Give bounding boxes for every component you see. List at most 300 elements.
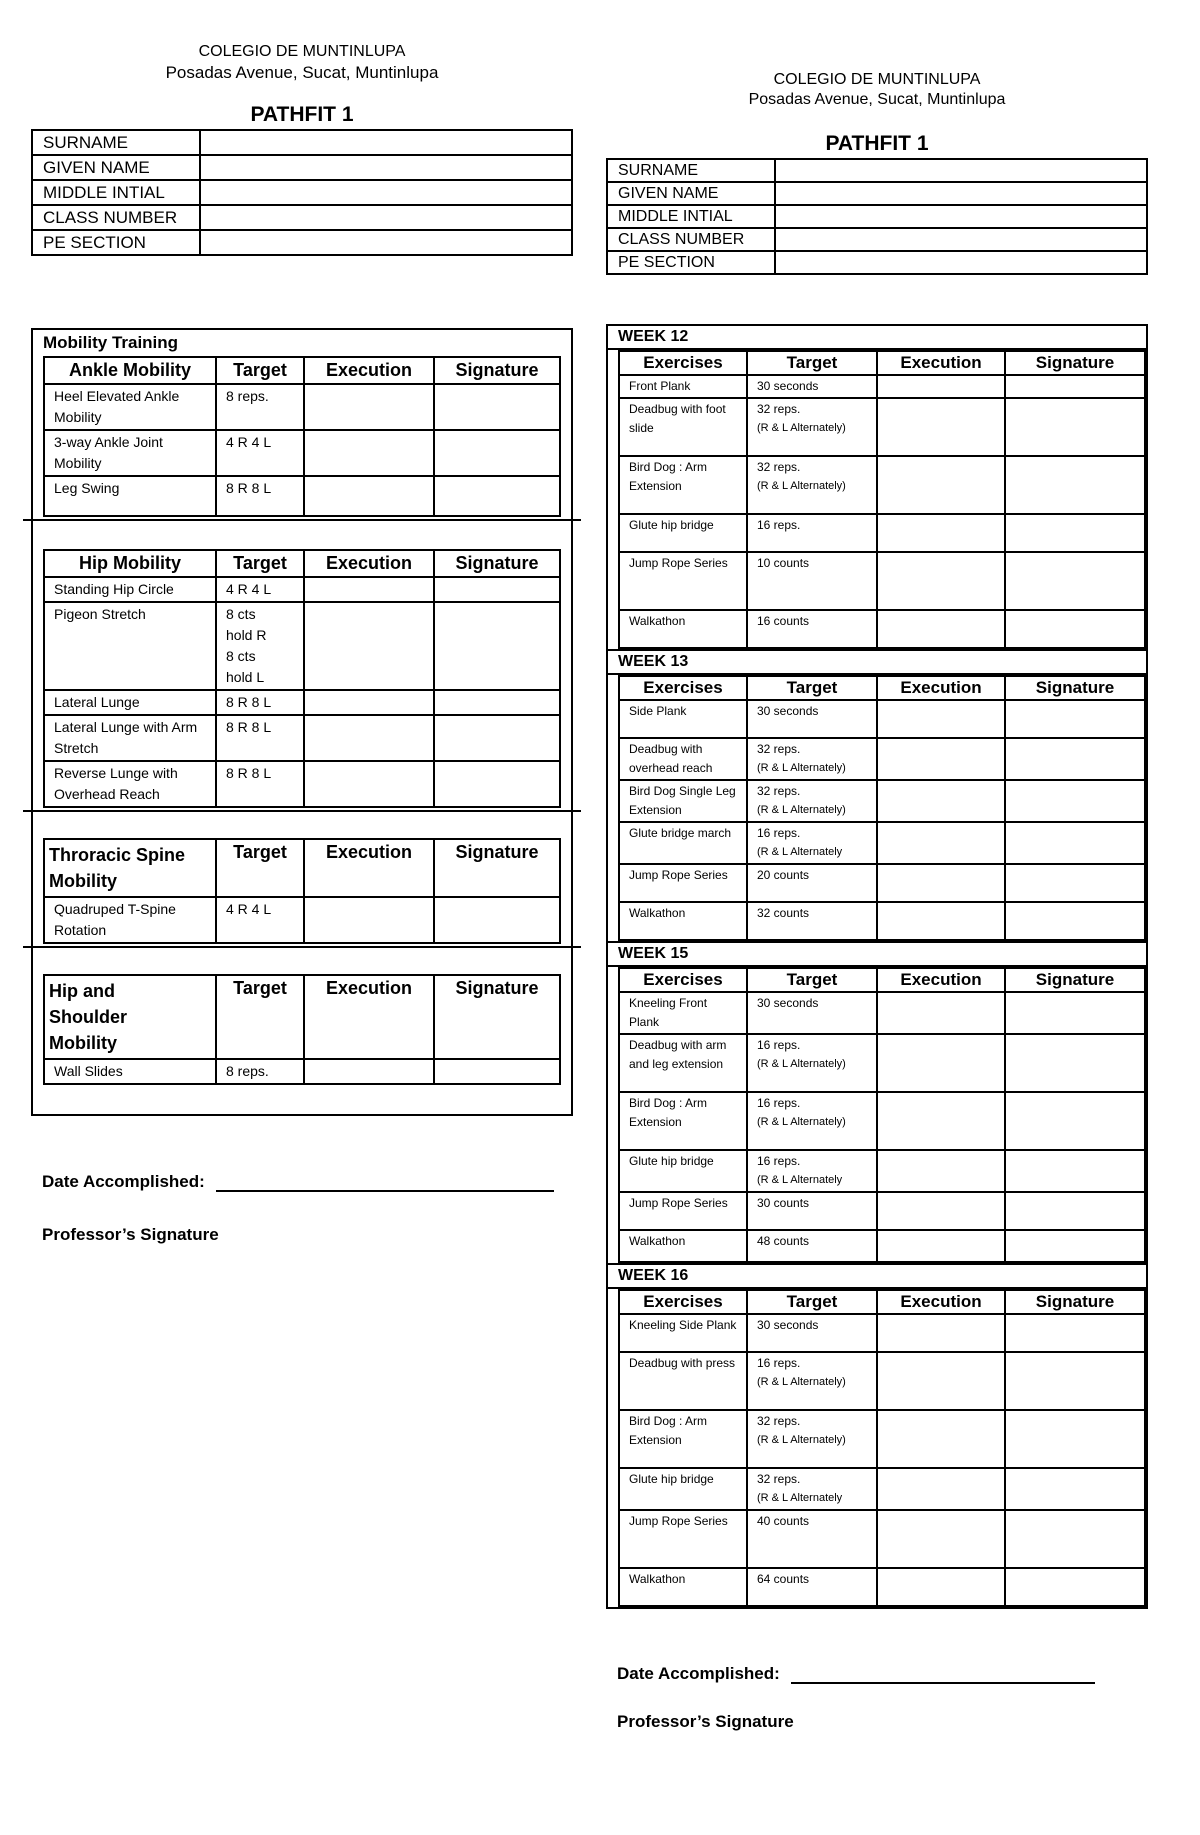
target-cell xyxy=(747,1510,877,1568)
signature-cell[interactable] xyxy=(1005,1352,1145,1410)
info-row xyxy=(32,230,572,255)
execution-cell[interactable] xyxy=(877,700,1005,738)
target-cell xyxy=(747,1150,877,1192)
signature-cell[interactable] xyxy=(1005,780,1145,822)
table-row xyxy=(619,780,1145,822)
target-value: 30 seconds xyxy=(757,996,819,1010)
signature-cell[interactable] xyxy=(1005,864,1145,902)
table-row xyxy=(44,1059,560,1084)
group-name: Hip and Shoulder Mobility xyxy=(44,975,216,1059)
group-divider xyxy=(23,519,581,521)
execution-cell[interactable] xyxy=(877,1230,1005,1262)
exercise-name: Glute hip bridge xyxy=(619,1468,747,1510)
target-value: 40 counts xyxy=(757,1514,810,1528)
info-value-field[interactable] xyxy=(775,182,1147,205)
execution-cell[interactable] xyxy=(877,1314,1005,1352)
table-row xyxy=(44,384,560,430)
table-row xyxy=(619,992,1145,1034)
column-header: Target xyxy=(216,357,304,384)
table-row xyxy=(44,577,560,602)
table-row xyxy=(619,902,1145,940)
target-cell xyxy=(747,610,877,648)
target-cell xyxy=(747,1034,877,1092)
target-note: (R & L Alternately) xyxy=(757,1058,846,1070)
info-label: SURNAME xyxy=(607,159,775,182)
target-cell xyxy=(747,1230,877,1262)
exercise-name: Bird Dog : Arm Extension xyxy=(619,1092,747,1150)
signature-cell[interactable] xyxy=(434,690,560,715)
week-title: WEEK 15 xyxy=(608,943,1146,967)
info-label: PE SECTION xyxy=(607,251,775,274)
table-row xyxy=(44,715,560,761)
execution-cell[interactable] xyxy=(304,384,434,430)
info-value-field[interactable] xyxy=(775,251,1147,274)
table-row xyxy=(619,1314,1145,1352)
execution-cell[interactable] xyxy=(877,992,1005,1034)
info-row xyxy=(32,205,572,230)
left-header xyxy=(31,42,573,83)
week-table xyxy=(618,1289,1146,1607)
execution-cell[interactable] xyxy=(877,456,1005,514)
column-header: Signature xyxy=(434,839,560,897)
column-header: Target xyxy=(747,351,877,375)
target-cell xyxy=(747,1410,877,1468)
exercise-name: Kneeling Side Plank xyxy=(619,1314,747,1352)
signature-cell[interactable] xyxy=(1005,610,1145,648)
target-value: 16 reps. xyxy=(757,518,801,532)
page-title: PATHFIT 1 xyxy=(250,103,354,127)
signature-cell[interactable] xyxy=(1005,1034,1145,1092)
execution-cell[interactable] xyxy=(877,514,1005,552)
signature-cell[interactable] xyxy=(1005,1192,1145,1230)
signature-cell[interactable] xyxy=(1005,1314,1145,1352)
execution-cell[interactable] xyxy=(304,761,434,807)
target-value: 32 reps. xyxy=(757,742,801,756)
table-row xyxy=(619,610,1145,648)
signature-cell[interactable] xyxy=(1005,1468,1145,1510)
column-header: Execution xyxy=(304,550,434,577)
week-table xyxy=(618,675,1146,941)
exercise-name: Deadbug with overhead reach xyxy=(619,738,747,780)
exercise-name: Quadruped T-Spine Rotation xyxy=(44,897,216,943)
exercise-name: Walkathon xyxy=(619,1568,747,1606)
table-row xyxy=(44,430,560,476)
target-value: 30 seconds xyxy=(757,1318,819,1332)
info-value-field[interactable] xyxy=(200,205,572,230)
mobility-table xyxy=(43,549,561,808)
info-row xyxy=(607,159,1147,182)
execution-cell[interactable] xyxy=(877,1510,1005,1568)
table-header-row xyxy=(619,676,1145,700)
execution-cell[interactable] xyxy=(304,476,434,516)
exercise-name: Deadbug with arm and leg extension xyxy=(619,1034,747,1092)
signature-cell[interactable] xyxy=(434,1059,560,1084)
column-header: Execution xyxy=(304,839,434,897)
signature-cell[interactable] xyxy=(434,897,560,943)
exercise-name: Bird Dog : Arm Extension xyxy=(619,456,747,514)
target-cell xyxy=(747,1568,877,1606)
table-row xyxy=(619,375,1145,398)
target-cell xyxy=(747,1314,877,1352)
target-cell xyxy=(747,864,877,902)
table-header-row xyxy=(44,357,560,384)
date-label: Date Accomplished: xyxy=(617,1664,780,1683)
target-value: 32 reps. xyxy=(757,1414,801,1428)
exercise-name: Leg Swing xyxy=(44,476,216,516)
execution-cell[interactable] xyxy=(877,902,1005,940)
target-cell xyxy=(747,1468,877,1510)
table-header-row xyxy=(44,975,560,1059)
info-row xyxy=(32,130,572,155)
execution-cell[interactable] xyxy=(877,552,1005,610)
target-cell xyxy=(747,456,877,514)
signature-cell[interactable] xyxy=(1005,1568,1145,1606)
column-header: Target xyxy=(747,1290,877,1314)
student-info-table xyxy=(31,129,573,256)
group-name: Ankle Mobility xyxy=(44,357,216,384)
table-row xyxy=(619,1034,1145,1092)
table-row xyxy=(619,1468,1145,1510)
signature-cell[interactable] xyxy=(1005,822,1145,864)
signature-cell[interactable] xyxy=(434,761,560,807)
target-value: 8 R 8 L xyxy=(216,715,304,761)
target-cell xyxy=(747,902,877,940)
column-header: Signature xyxy=(434,357,560,384)
signature-cell[interactable] xyxy=(1005,552,1145,610)
target-cell xyxy=(747,1092,877,1150)
exercise-name: Bird Dog Single Leg Extension xyxy=(619,780,747,822)
target-cell xyxy=(747,398,877,456)
table-row xyxy=(619,514,1145,552)
target-cell xyxy=(747,780,877,822)
table-header-row xyxy=(44,839,560,897)
right-professor-signature: Professor’s Signature xyxy=(617,1712,794,1731)
exercise-name: Jump Rope Series xyxy=(619,552,747,610)
school-name: COLEGIO DE MUNTINLUPA xyxy=(773,71,981,88)
execution-cell[interactable] xyxy=(304,715,434,761)
column-header: Exercises xyxy=(619,351,747,375)
group-name: Hip Mobility xyxy=(44,550,216,577)
right-header xyxy=(606,70,1148,110)
table-row xyxy=(619,1568,1145,1606)
target-note: (R & L Alternately) xyxy=(757,804,846,816)
mobility-training-box xyxy=(31,328,573,1116)
table-row xyxy=(44,690,560,715)
execution-cell[interactable] xyxy=(304,1059,434,1084)
table-row xyxy=(619,456,1145,514)
info-row xyxy=(32,155,572,180)
target-value: 30 seconds xyxy=(757,704,819,718)
info-value-field[interactable] xyxy=(775,228,1147,251)
info-row xyxy=(607,228,1147,251)
week-table-wrap xyxy=(618,967,1146,1263)
column-header: Execution xyxy=(877,968,1005,992)
column-header: Signature xyxy=(434,975,560,1059)
target-value: 32 reps. xyxy=(757,460,801,474)
column-header: Execution xyxy=(877,1290,1005,1314)
mobility-table xyxy=(43,838,561,944)
column-header: Signature xyxy=(1005,351,1145,375)
info-value-field[interactable] xyxy=(775,205,1147,228)
table-row xyxy=(619,1192,1145,1230)
right-date-accomplished xyxy=(617,1664,1095,1684)
execution-cell[interactable] xyxy=(877,1568,1005,1606)
signature-cell[interactable] xyxy=(1005,1410,1145,1468)
exercise-name: Lateral Lunge xyxy=(44,690,216,715)
signature-cell[interactable] xyxy=(434,715,560,761)
group-divider xyxy=(23,946,581,948)
exercise-name: Wall Slides xyxy=(44,1059,216,1084)
execution-cell[interactable] xyxy=(877,1352,1005,1410)
info-value-field[interactable] xyxy=(200,130,572,155)
column-header: Signature xyxy=(1005,1290,1145,1314)
signature-cell[interactable] xyxy=(434,430,560,476)
execution-cell[interactable] xyxy=(877,822,1005,864)
column-header: Execution xyxy=(304,357,434,384)
mobility-group xyxy=(43,838,561,944)
target-value: 16 reps. xyxy=(757,1038,801,1052)
target-value: 8 cts hold R 8 cts hold L xyxy=(216,602,304,690)
exercise-name: Pigeon Stretch xyxy=(44,602,216,690)
target-value: 16 reps. xyxy=(757,1154,801,1168)
execution-cell[interactable] xyxy=(304,430,434,476)
signature-cell[interactable] xyxy=(1005,456,1145,514)
left-professor-signature: Professor’s Signature xyxy=(42,1225,219,1244)
signature-cell[interactable] xyxy=(1005,902,1145,940)
table-row xyxy=(44,761,560,807)
table-row xyxy=(619,738,1145,780)
info-row xyxy=(607,251,1147,274)
signature-cell[interactable] xyxy=(1005,738,1145,780)
exercise-name: Walkathon xyxy=(619,610,747,648)
target-value: 48 counts xyxy=(757,1234,810,1248)
signature-cell[interactable] xyxy=(1005,992,1145,1034)
target-value: 8 R 8 L xyxy=(216,690,304,715)
info-label: PE SECTION xyxy=(32,230,200,255)
target-value: 4 R 4 L xyxy=(216,897,304,943)
target-value: 8 reps. xyxy=(216,384,304,430)
exercise-name: Glute hip bridge xyxy=(619,1150,747,1192)
table-header-row xyxy=(44,550,560,577)
target-cell xyxy=(747,738,877,780)
execution-cell[interactable] xyxy=(877,1468,1005,1510)
table-row xyxy=(44,897,560,943)
column-header: Target xyxy=(216,839,304,897)
execution-cell[interactable] xyxy=(877,375,1005,398)
column-header: Exercises xyxy=(619,968,747,992)
week-block xyxy=(606,943,1148,1265)
target-value: 16 reps. xyxy=(757,826,801,840)
table-header-row xyxy=(619,351,1145,375)
info-label: GIVEN NAME xyxy=(32,155,200,180)
info-value-field[interactable] xyxy=(200,180,572,205)
execution-cell[interactable] xyxy=(304,577,434,602)
target-cell xyxy=(747,822,877,864)
date-line[interactable] xyxy=(216,1190,554,1192)
week-title: WEEK 13 xyxy=(608,651,1146,675)
target-note: (R & L Alternately) xyxy=(757,422,846,434)
info-label: MIDDLE INTIAL xyxy=(607,205,775,228)
week-table-wrap xyxy=(618,1289,1146,1607)
info-value-field[interactable] xyxy=(200,230,572,255)
target-value: 8 R 8 L xyxy=(216,476,304,516)
target-cell xyxy=(747,1192,877,1230)
target-note: (R & L Alternately) xyxy=(757,480,846,492)
column-header: Signature xyxy=(1005,968,1145,992)
date-line[interactable] xyxy=(791,1682,1095,1684)
signature-cell[interactable] xyxy=(1005,1150,1145,1192)
target-value: 16 reps. xyxy=(757,1096,801,1110)
execution-cell[interactable] xyxy=(877,780,1005,822)
exercise-name: Lateral Lunge with Arm Stretch xyxy=(44,715,216,761)
left-date-accomplished xyxy=(42,1172,554,1192)
column-header: Execution xyxy=(877,351,1005,375)
target-value: 8 reps. xyxy=(216,1059,304,1084)
week-title: WEEK 16 xyxy=(608,1265,1146,1289)
column-header: Signature xyxy=(1005,676,1145,700)
weekly-exercises xyxy=(606,324,1148,1609)
execution-cell[interactable] xyxy=(877,398,1005,456)
target-note: (R & L Alternately xyxy=(757,846,843,858)
info-label: GIVEN NAME xyxy=(607,182,775,205)
table-row xyxy=(44,602,560,690)
exercise-name: Reverse Lunge with Overhead Reach xyxy=(44,761,216,807)
exercise-name: Glute bridge march xyxy=(619,822,747,864)
signature-cell[interactable] xyxy=(434,602,560,690)
exercise-name: 3-way Ankle Joint Mobility xyxy=(44,430,216,476)
target-value: 10 counts xyxy=(757,556,810,570)
student-info-table xyxy=(606,158,1148,275)
exercise-name: Walkathon xyxy=(619,1230,747,1262)
info-value-field[interactable] xyxy=(775,159,1147,182)
target-value: 20 counts xyxy=(757,868,810,882)
week-block xyxy=(606,1265,1148,1609)
left-sheet xyxy=(31,42,573,256)
signature-cell[interactable] xyxy=(1005,398,1145,456)
date-label: Date Accomplished: xyxy=(42,1172,205,1191)
signature-cell[interactable] xyxy=(1005,375,1145,398)
right-sheet xyxy=(606,70,1148,275)
mobility-table xyxy=(43,974,561,1085)
week-table xyxy=(618,350,1146,649)
exercise-name: Deadbug with foot slide xyxy=(619,398,747,456)
target-value: 32 reps. xyxy=(757,784,801,798)
target-note: (R & L Alternately) xyxy=(757,1376,846,1388)
signature-cell[interactable] xyxy=(1005,1092,1145,1150)
target-value: 32 reps. xyxy=(757,1472,801,1486)
signature-cell[interactable] xyxy=(434,384,560,430)
column-header: Target xyxy=(216,975,304,1059)
signature-cell[interactable] xyxy=(1005,1510,1145,1568)
execution-cell[interactable] xyxy=(877,1150,1005,1192)
exercise-name: Walkathon xyxy=(619,902,747,940)
week-title: WEEK 12 xyxy=(608,326,1146,350)
target-value: 8 R 8 L xyxy=(216,761,304,807)
execution-cell[interactable] xyxy=(877,610,1005,648)
group-divider xyxy=(23,810,581,812)
table-row xyxy=(619,1410,1145,1468)
column-header: Execution xyxy=(304,975,434,1059)
execution-cell[interactable] xyxy=(304,690,434,715)
table-row xyxy=(619,822,1145,864)
column-header: Exercises xyxy=(619,1290,747,1314)
execution-cell[interactable] xyxy=(877,1410,1005,1468)
target-value: 16 reps. xyxy=(757,1356,801,1370)
school-name: COLEGIO DE MUNTINLUPA xyxy=(198,43,406,60)
column-header: Target xyxy=(216,550,304,577)
execution-cell[interactable] xyxy=(877,1192,1005,1230)
target-value: 4 R 4 L xyxy=(216,577,304,602)
target-cell xyxy=(747,552,877,610)
signature-cell[interactable] xyxy=(434,577,560,602)
execution-cell[interactable] xyxy=(877,864,1005,902)
column-header: Execution xyxy=(877,676,1005,700)
execution-cell[interactable] xyxy=(304,897,434,943)
table-row xyxy=(619,1352,1145,1410)
table-row xyxy=(619,700,1145,738)
info-value-field[interactable] xyxy=(200,155,572,180)
execution-cell[interactable] xyxy=(877,738,1005,780)
signature-cell[interactable] xyxy=(1005,1230,1145,1262)
target-note: (R & L Alternately) xyxy=(757,1116,846,1128)
section-title: Mobility Training xyxy=(43,333,179,352)
exercise-name: Bird Dog : Arm Extension xyxy=(619,1410,747,1468)
info-row xyxy=(607,182,1147,205)
target-note: (R & L Alternately) xyxy=(757,762,846,774)
table-row xyxy=(619,864,1145,902)
signature-cell[interactable] xyxy=(434,476,560,516)
target-cell xyxy=(747,514,877,552)
column-header: Target xyxy=(747,676,877,700)
execution-cell[interactable] xyxy=(877,1034,1005,1092)
target-value: 30 counts xyxy=(757,1196,810,1210)
table-row xyxy=(619,398,1145,456)
table-row xyxy=(619,552,1145,610)
exercise-name: Glute hip bridge xyxy=(619,514,747,552)
info-label: CLASS NUMBER xyxy=(607,228,775,251)
column-header: Target xyxy=(747,968,877,992)
target-value: 64 counts xyxy=(757,1572,810,1586)
week-table-wrap xyxy=(618,675,1146,941)
target-value: 4 R 4 L xyxy=(216,430,304,476)
execution-cell[interactable] xyxy=(877,1092,1005,1150)
target-cell xyxy=(747,992,877,1034)
signature-cell[interactable] xyxy=(1005,700,1145,738)
exercise-name: Kneeling Front Plank xyxy=(619,992,747,1034)
target-value: 32 counts xyxy=(757,906,810,920)
column-header: Signature xyxy=(434,550,560,577)
exercise-name: Front Plank xyxy=(619,375,747,398)
week-table-wrap xyxy=(618,350,1146,649)
info-row xyxy=(32,180,572,205)
mobility-table xyxy=(43,356,561,517)
school-address: Posadas Avenue, Sucat, Muntinlupa xyxy=(748,91,1006,108)
column-header: Exercises xyxy=(619,676,747,700)
exercise-name: Heel Elevated Ankle Mobility xyxy=(44,384,216,430)
info-label: SURNAME xyxy=(32,130,200,155)
target-note: (R & L Alternately xyxy=(757,1492,843,1504)
info-row xyxy=(607,205,1147,228)
execution-cell[interactable] xyxy=(304,602,434,690)
signature-cell[interactable] xyxy=(1005,514,1145,552)
target-cell xyxy=(747,375,877,398)
week-block xyxy=(606,324,1148,651)
table-header-row xyxy=(619,968,1145,992)
info-label: CLASS NUMBER xyxy=(32,205,200,230)
exercise-name: Jump Rope Series xyxy=(619,1192,747,1230)
table-row xyxy=(619,1230,1145,1262)
target-cell xyxy=(747,700,877,738)
